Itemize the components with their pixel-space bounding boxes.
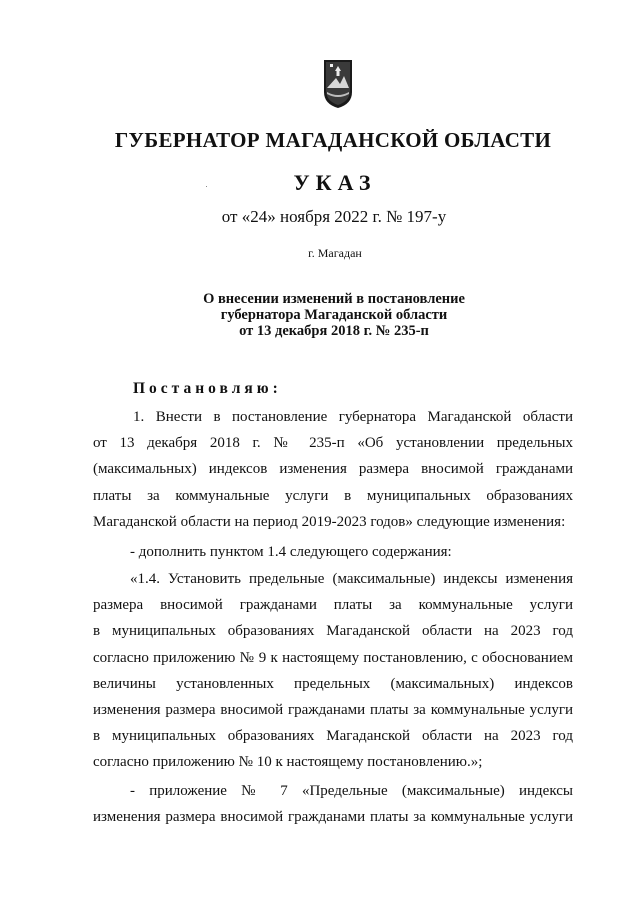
text-line: размера вносимой гражданами платы за коммунальные услуги [93,597,573,614]
text-line: Магаданской области на период 2019-2023 годов» следующие изменения: [93,513,566,530]
paragraph-2 [93,539,573,565]
title-line: от 13 декабря 2018 г. № 235-п [239,323,429,339]
date-and-number: от «24» ноября 2022 г. № 197-у [221,207,447,226]
text-line: платы за коммунальные услуги в муниципальных образованиях [93,487,573,504]
text-line: в муниципальных образованиях Магаданской области на 2023 год [93,728,573,745]
title-line: губернатора Магаданской области [220,307,448,323]
paragraph-3 [93,566,573,776]
text-line: изменения размера вносимой гражданами платы за коммунальные услуги [93,809,573,826]
document-title [0,291,640,339]
title-line: О внесении изменений в постановление [203,291,465,307]
text-line: согласно приложению № 10 к настоящему постановлению.»; [93,754,483,771]
text-line: - дополнить пунктом 1.4 следующего содержания: [130,544,452,560]
text-line: изменения размера вносимой гражданами платы за коммунальные услуги [93,701,573,718]
coat-of-arms-icon [322,58,354,110]
document-type-heading: УКАЗ [293,170,377,195]
paragraph-1 [93,404,573,535]
paragraph-4 [93,778,573,830]
text-line: (максимальных) индексов изменения размера вносимой гражданами [93,461,573,478]
decree-word: Постановляю: [133,380,282,397]
text-line: 1. Внести в постановление губернатора Магаданской области [133,409,573,425]
text-line: согласно приложению № 9 к настоящему постановлению, с обоснованием [93,649,573,666]
text-line: в муниципальных образованиях Магаданской области на 2023 год [93,623,573,640]
text-line: «1.4. Установить предельные (максимальные) индексы изменения [130,571,573,587]
text-line: от 13 декабря 2018 г. № 235-п «Об установлении предельных [93,435,573,452]
text-line: величины установленных предельных (максимальных) индексов [93,675,573,692]
city-label: г. Магадан [308,246,362,260]
organization-heading: ГУБЕРНАТОР МАГАДАНСКОЙ ОБЛАСТИ [114,128,552,152]
text-line: - приложение № 7 «Предельные (максимальные) индексы [130,783,573,799]
